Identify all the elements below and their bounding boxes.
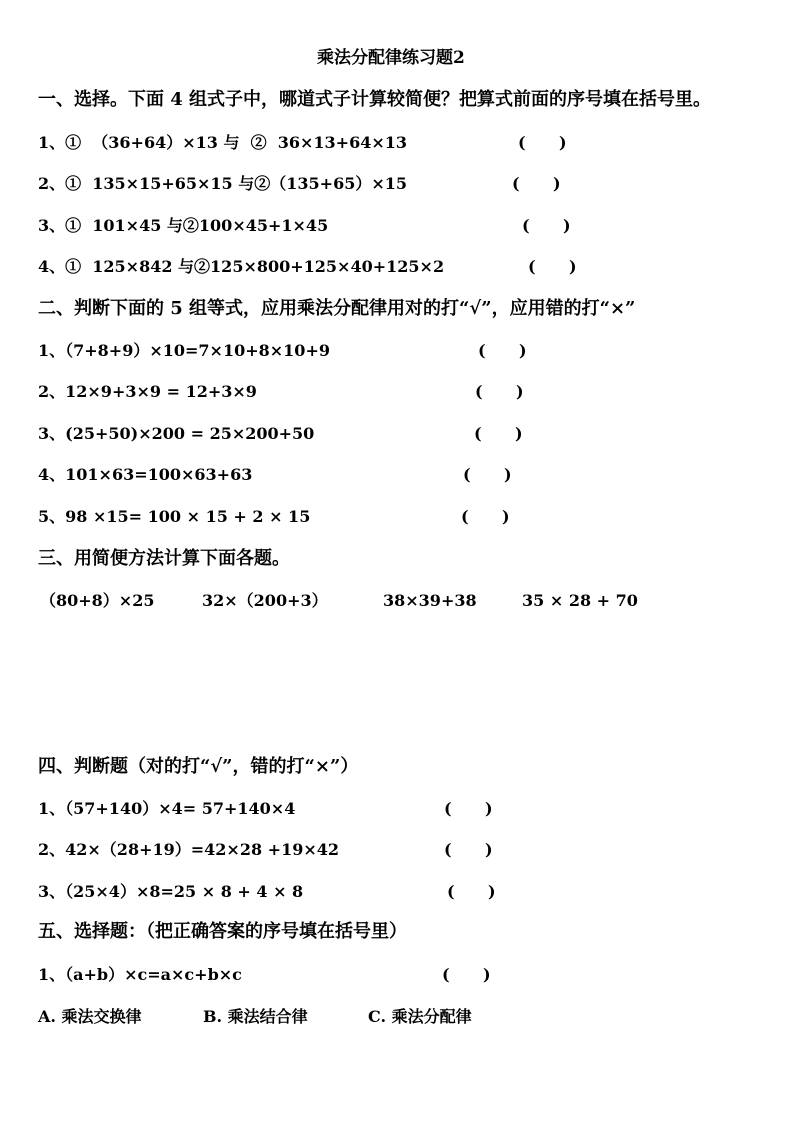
section-4-heading: 四、判断题（对的打“√”，错的打“×”）	[38, 756, 359, 777]
section-5-heading: 五、选择题：（把正确答案的序号填在括号里）	[38, 921, 407, 942]
s1-answer-blank-1[interactable]: ( )	[518, 133, 567, 152]
s1-answer-blank-2[interactable]: ( )	[512, 174, 561, 193]
s3-problem-2: 32×（200+3）	[202, 591, 328, 610]
s2-item-5: 5、98 ×15= 100 × 15 + 2 × 15	[38, 507, 311, 526]
s2-item-3: 3、(25+50)×200 = 25×200+50	[38, 424, 315, 443]
s5-option-a: A. 乘法交换律	[38, 1007, 142, 1026]
s1-item-4: 4、① 125×842 与②125×800+125×40+125×2	[38, 257, 445, 276]
s4-item-3: 3、（25×4）×8=25 × 8 + 4 × 8	[38, 882, 304, 901]
section-1-heading: 一、选择。下面 4 组式子中，哪道式子计算较简便？把算式前面的序号填在括号里。	[38, 89, 712, 110]
section-2-heading: 二、判断下面的 5 组等式，应用乘法分配律用对的打“√”，应用错的打“×”	[38, 298, 636, 319]
s5-question-1: 1、（a+b）×c=a×c+b×c	[38, 965, 242, 984]
s4-answer-blank-2[interactable]: ( )	[444, 840, 493, 859]
s2-item-4: 4、101×63=100×63+63	[38, 465, 253, 484]
s4-item-2: 2、42×（28+19）=42×28 +19×42	[38, 840, 340, 859]
s3-problem-3: 38×39+38	[383, 591, 477, 610]
s2-item-2: 2、12×9+3×9 = 12+3×9	[38, 382, 257, 401]
section-3-heading: 三、用简便方法计算下面各题。	[38, 548, 290, 569]
s5-answer-blank-1[interactable]: ( )	[442, 965, 491, 984]
s2-answer-blank-1[interactable]: ( )	[478, 341, 527, 360]
s3-problem-4: 35 × 28 + 70	[522, 591, 638, 610]
s2-answer-blank-3[interactable]: ( )	[474, 424, 523, 443]
s5-option-b: B. 乘法结合律	[203, 1007, 308, 1026]
s2-answer-blank-4[interactable]: ( )	[463, 465, 512, 484]
s2-item-1: 1、（7+8+9）×10=7×10+8×10+9	[38, 341, 330, 360]
s1-item-1: 1、① （36+64）×13 与 ② 36×13+64×13	[38, 133, 408, 152]
s1-item-3: 3、① 101×45 与②100×45+1×45	[38, 216, 329, 235]
s2-answer-blank-2[interactable]: ( )	[475, 382, 524, 401]
s4-item-1: 1、（57+140）×4= 57+140×4	[38, 799, 296, 818]
s1-answer-blank-4[interactable]: ( )	[528, 257, 577, 276]
s4-answer-blank-1[interactable]: ( )	[444, 799, 493, 818]
s3-problem-1: （80+8）×25	[40, 591, 155, 610]
s1-answer-blank-3[interactable]: ( )	[522, 216, 571, 235]
s2-answer-blank-5[interactable]: ( )	[461, 507, 510, 526]
page-title: 乘法分配律练习题2	[317, 48, 465, 68]
s5-option-c: C. 乘法分配律	[368, 1007, 472, 1026]
s1-item-2: 2、① 135×15+65×15 与②（135+65）×15	[38, 174, 408, 193]
s4-answer-blank-3[interactable]: ( )	[447, 882, 496, 901]
